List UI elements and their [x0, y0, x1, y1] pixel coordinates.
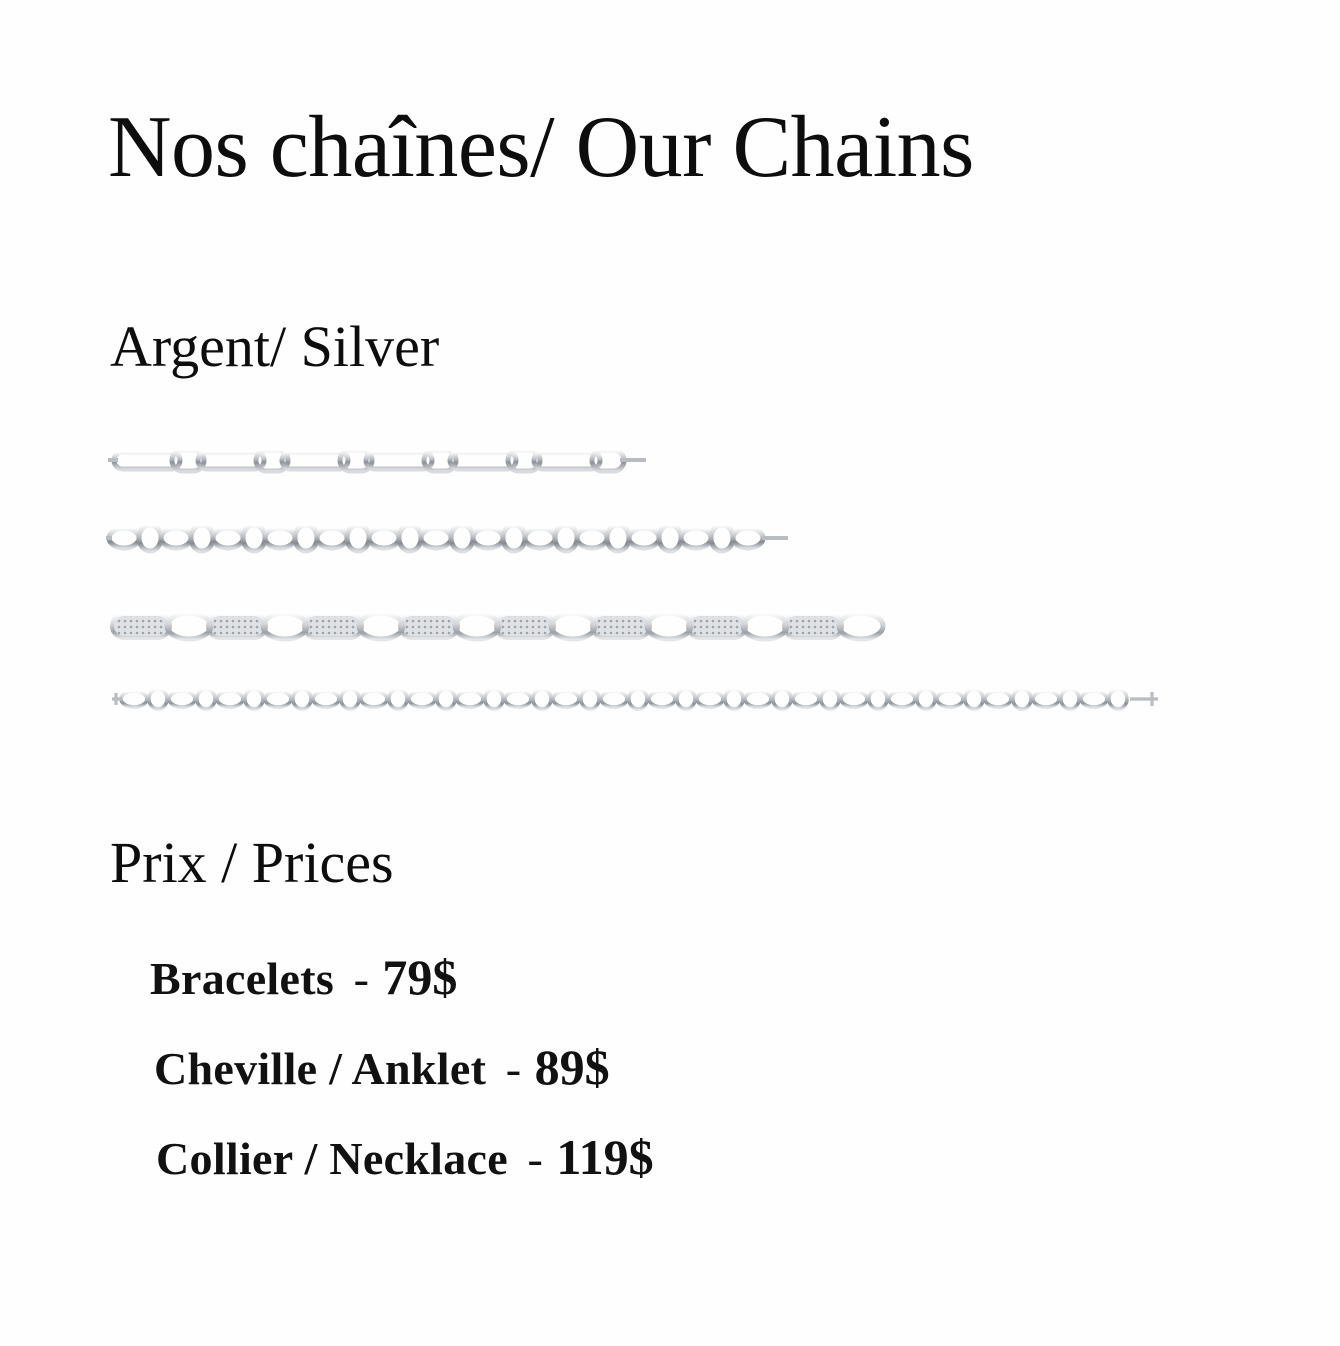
mariner-gucci-link-chain-icon [104, 600, 894, 652]
price-amount: 79$ [382, 949, 458, 1005]
price-dash: - [353, 953, 369, 1004]
price-dash: - [505, 1043, 522, 1094]
price-row [154, 1039, 1050, 1095]
price-label: Collier / Necklace [156, 1133, 508, 1184]
fine-cable-chain-icon [112, 682, 1162, 716]
chain-mariner-gucci-link-chain [104, 600, 894, 640]
page-title: Nos chaînes/ Our Chains [108, 99, 974, 196]
chain-illustrations [0, 420, 1340, 740]
price-amount: 89$ [534, 1039, 610, 1095]
price-row [150, 949, 1050, 1005]
price-label: Bracelets [150, 953, 335, 1004]
chain-paperclip-link-chain [108, 438, 648, 478]
price-dash: - [527, 1133, 543, 1184]
price-label: Cheville / Anklet [154, 1043, 487, 1094]
chain-cable-link-chain [106, 518, 790, 558]
chain-fine-cable-chain [112, 682, 1162, 722]
section-heading-material: Argent/ Silver [110, 314, 440, 379]
price-row [156, 1129, 1050, 1185]
cable-link-chain-icon [106, 518, 790, 558]
section-heading-prices: Prix / Prices [110, 830, 394, 895]
paperclip-link-chain-icon [108, 438, 648, 482]
price-amount: 119$ [556, 1129, 654, 1185]
price-list [150, 949, 1050, 1222]
